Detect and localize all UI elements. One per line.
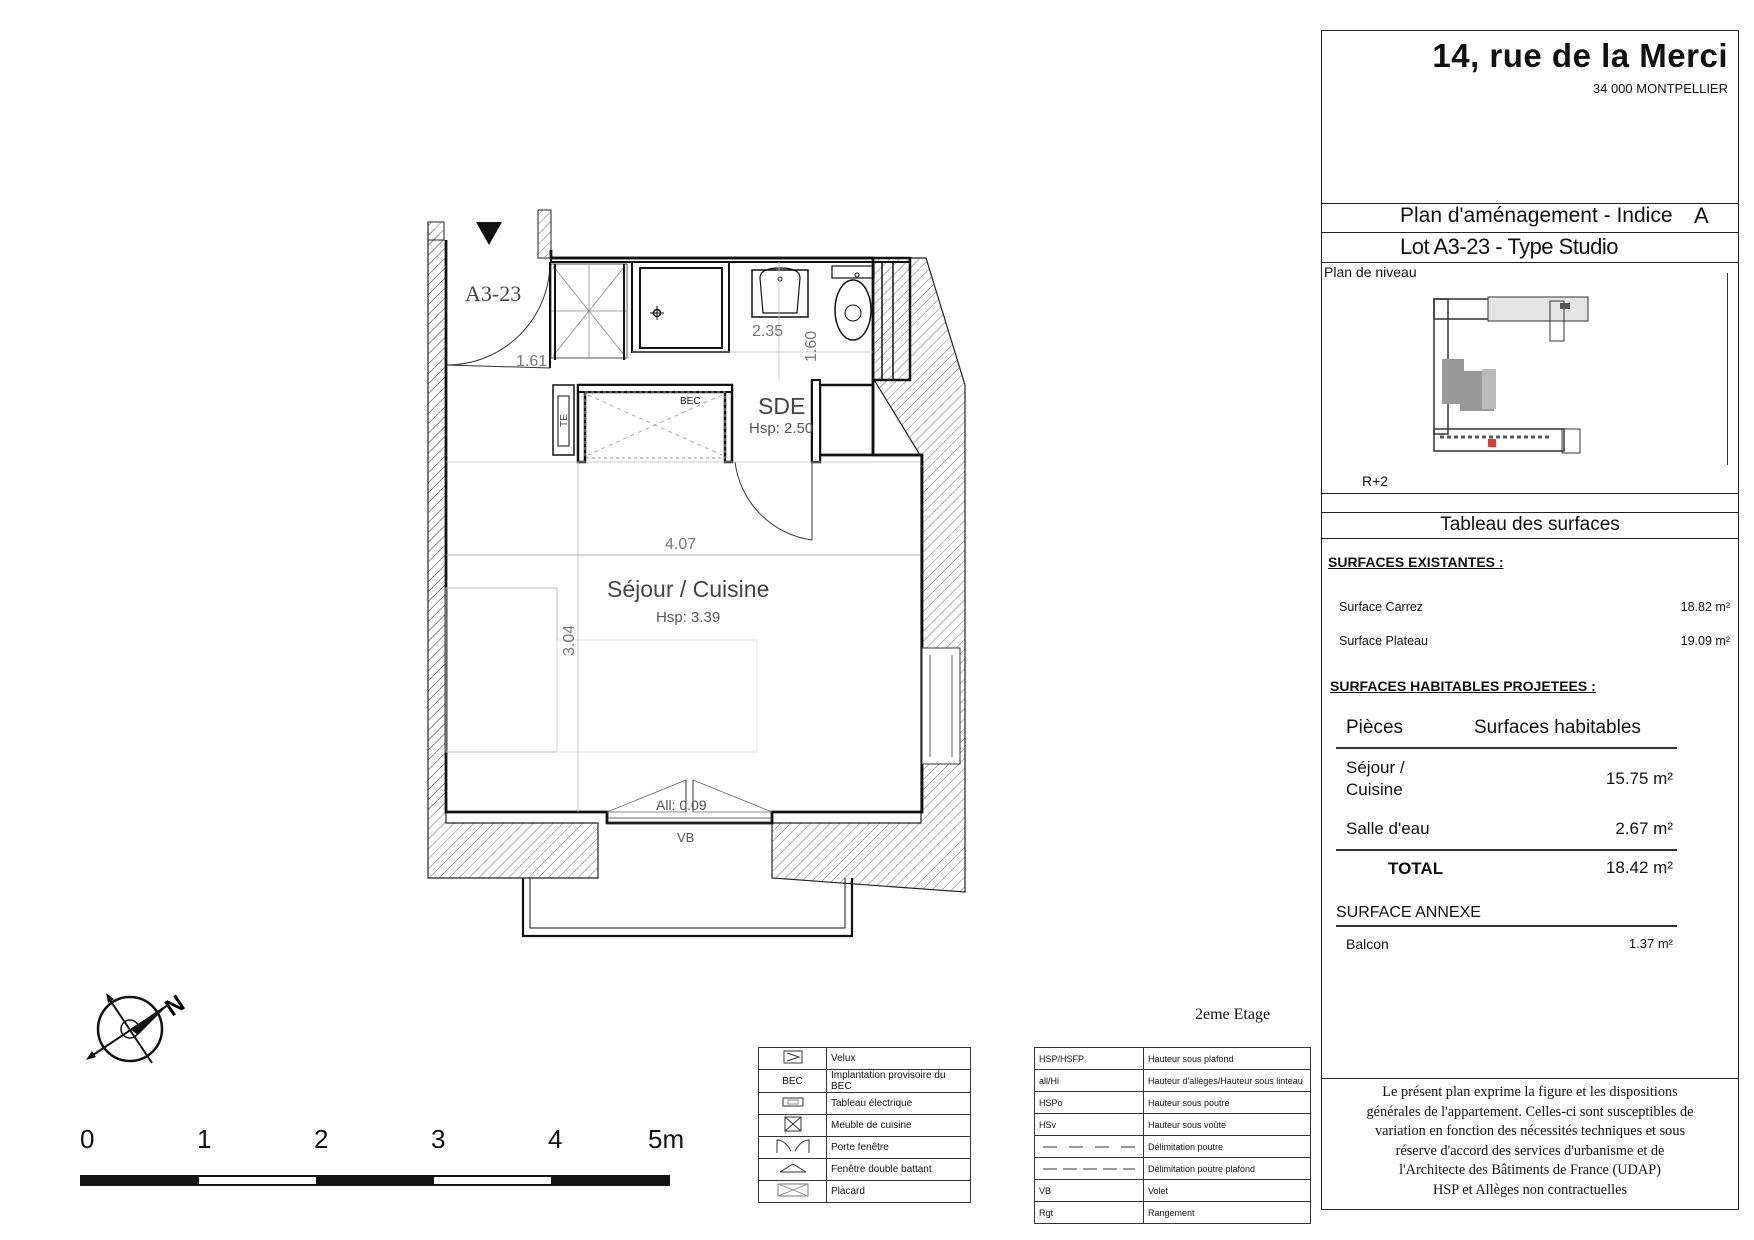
dim-sde-width: 2.35 bbox=[752, 323, 784, 340]
legend-abbr-row bbox=[1035, 1202, 1311, 1224]
scale-label: 2 bbox=[314, 1124, 329, 1154]
floor-plan bbox=[0, 0, 1000, 960]
legend-symbol-label: Tableau électrique bbox=[827, 1093, 971, 1115]
row-sejour-value: 15.75 m² bbox=[1605, 769, 1673, 788]
vb-label: VB bbox=[677, 830, 695, 845]
legend-abbr-row bbox=[1035, 1048, 1311, 1070]
placard-icon bbox=[759, 1181, 827, 1203]
compass-icon bbox=[80, 985, 210, 1085]
legend-abbr bbox=[1035, 1158, 1144, 1180]
north-label: N bbox=[160, 989, 190, 1022]
legend-abbr-label: Volet bbox=[1144, 1180, 1311, 1202]
legend-abbr-row bbox=[1035, 1136, 1311, 1158]
floor-label: 2eme Etage bbox=[1195, 1006, 1271, 1023]
placard-bec bbox=[585, 392, 725, 458]
placard-entry bbox=[551, 264, 627, 360]
legend-symbol-label: Velux bbox=[827, 1048, 971, 1070]
legend-abbr-row bbox=[1035, 1158, 1311, 1180]
legend-symbol-row bbox=[759, 1048, 971, 1070]
scale-label: 5m bbox=[648, 1124, 685, 1154]
dim-sejour-depth: 3.04 bbox=[561, 624, 578, 656]
surfaces-title: Tableau des surfaces bbox=[1440, 514, 1620, 535]
disclaimer-line: Le présent plan exprime la figure et les dispositions bbox=[1382, 1084, 1678, 1100]
scale-label: 1 bbox=[197, 1124, 212, 1154]
disclaimer-line: l'Architecte des Bâtiments de France (UDAP) bbox=[1399, 1162, 1661, 1178]
row-sde-value: 2.67 m² bbox=[1615, 819, 1673, 838]
legend-abbr: HSPo bbox=[1035, 1092, 1144, 1114]
porte-fenetre-icon bbox=[759, 1137, 827, 1159]
dim-sde-depth: 1.60 bbox=[803, 330, 820, 362]
te-label: TE bbox=[559, 414, 570, 427]
exterior-walls bbox=[428, 210, 965, 892]
dim-sejour-width: 4.07 bbox=[665, 536, 697, 553]
legend-symbol-row bbox=[759, 1181, 971, 1203]
dim-entry: 1.61 bbox=[516, 353, 548, 370]
legend-abbr-row bbox=[1035, 1070, 1311, 1092]
bed-outline bbox=[446, 588, 557, 752]
velux-icon bbox=[759, 1048, 827, 1070]
legend-symbol-label: Placard bbox=[827, 1181, 971, 1203]
level-minimap bbox=[1432, 289, 1602, 469]
legend-symbol-row bbox=[759, 1115, 971, 1137]
disclaimer-line: générales de l'appartement. Celles-ci sont susceptibles de bbox=[1366, 1103, 1694, 1120]
plan-title: Plan d'aménagement - Indice bbox=[1400, 204, 1673, 227]
scale-label: 0 bbox=[80, 1124, 95, 1154]
city: 34 000 MONTPELLIER bbox=[1592, 81, 1728, 96]
legend-symbol-row bbox=[759, 1093, 971, 1115]
total-value: 18.42 m² bbox=[1605, 858, 1673, 877]
legend-abbr-row bbox=[1035, 1092, 1311, 1114]
legend-symbol-label: Implantation provisoire du BEC bbox=[827, 1070, 971, 1093]
legend-symbol-label: Porte fenêtre bbox=[827, 1137, 971, 1159]
row-sejour-label-1: Séjour / bbox=[1346, 758, 1405, 777]
legend-abbr: VB bbox=[1035, 1180, 1144, 1202]
total-label: TOTAL bbox=[1388, 859, 1444, 878]
level-label: R+2 bbox=[1362, 473, 1389, 489]
scale-bar bbox=[80, 1124, 685, 1184]
legend-symbol-row bbox=[759, 1159, 971, 1181]
disclaimer bbox=[1322, 1083, 1738, 1200]
row-sejour-label-2: Cuisine bbox=[1346, 780, 1403, 799]
annexe-heading: SURFACE ANNEXE bbox=[1336, 904, 1481, 921]
balcon-value: 1.37 m² bbox=[1628, 936, 1673, 951]
legend-abbr-label: Délimitation poutre plafond bbox=[1144, 1158, 1311, 1180]
meuble-icon bbox=[759, 1115, 827, 1137]
BEC-icon: BEC bbox=[759, 1070, 827, 1093]
fenetre-icon bbox=[759, 1159, 827, 1181]
legend-symbol-label: Fenêtre double battant bbox=[827, 1159, 971, 1181]
legend-abbreviations bbox=[1034, 1047, 1311, 1224]
legend-abbr: HSP/HSFP bbox=[1035, 1048, 1144, 1070]
plateau-label: Surface Plateau bbox=[1339, 634, 1428, 648]
sde-hsp: Hsp: 2.50 bbox=[749, 420, 814, 437]
legend-abbr-label: Délimitation poutre bbox=[1144, 1136, 1311, 1158]
sde-name: SDE bbox=[758, 393, 806, 419]
disclaimer-line: réserve d'accord des services d'urbanisme et de bbox=[1395, 1142, 1665, 1159]
balcony bbox=[523, 878, 852, 936]
lot-title: Lot A3-23 - Type Studio bbox=[1400, 234, 1619, 259]
existantes-heading: SURFACES EXISTANTES : bbox=[1328, 554, 1504, 570]
allege-label: All: 0.09 bbox=[656, 797, 707, 813]
legend-symbol-row bbox=[759, 1070, 971, 1093]
lot-label: A3-23 bbox=[465, 281, 522, 306]
col-surfaces: Surfaces habitables bbox=[1474, 717, 1641, 738]
balcon-label: Balcon bbox=[1346, 936, 1389, 952]
bec-label: BEC bbox=[680, 396, 701, 407]
legend-abbr-label: Hauteur sous poutre bbox=[1144, 1092, 1311, 1114]
legend-abbr: HSv bbox=[1035, 1114, 1144, 1136]
address: 14, rue de la Merci bbox=[1432, 37, 1728, 74]
scale-label: 4 bbox=[548, 1124, 563, 1154]
apartment-outline bbox=[446, 240, 922, 823]
legend-abbr: all/Hi bbox=[1035, 1070, 1144, 1092]
legend-symbol-row bbox=[759, 1137, 971, 1159]
legend-abbr: Rgt bbox=[1035, 1202, 1144, 1224]
title-block bbox=[1321, 30, 1739, 1210]
entry-arrow-icon bbox=[476, 222, 502, 245]
te-icon bbox=[759, 1093, 827, 1115]
sejour-hsp: Hsp: 3.39 bbox=[656, 609, 721, 626]
legend-abbr-label: Hauteur sous plafond bbox=[1144, 1048, 1311, 1070]
carrez-value: 18.82 m² bbox=[1680, 600, 1730, 614]
scale-label: 3 bbox=[431, 1124, 446, 1154]
legend-abbr bbox=[1035, 1136, 1144, 1158]
legend-abbr-label: Hauteur sous voûte bbox=[1144, 1114, 1311, 1136]
sejour-name: Séjour / Cuisine bbox=[607, 576, 770, 602]
row-sde-label: Salle d'eau bbox=[1346, 819, 1430, 838]
col-pieces: Pièces bbox=[1346, 717, 1404, 738]
legend-abbr-row bbox=[1035, 1180, 1311, 1202]
plateau-value: 19.09 m² bbox=[1680, 634, 1730, 648]
legend-abbr-label: Hauteur d'allèges/Hauteur sous linteau bbox=[1144, 1070, 1311, 1092]
carrez-label: Surface Carrez bbox=[1339, 600, 1424, 614]
plan-niveau-label: Plan de niveau bbox=[1324, 264, 1417, 280]
legend-abbr-label: Rangement bbox=[1144, 1202, 1311, 1224]
disclaimer-line: variation en fonction des nécessités techniques et sous bbox=[1374, 1123, 1686, 1139]
legend-symbol-label: Meuble de cuisine bbox=[827, 1115, 971, 1137]
legend-symbols bbox=[758, 1047, 971, 1203]
legend-abbr-row bbox=[1035, 1114, 1311, 1136]
disclaimer-line: HSP et Allèges non contractuelles bbox=[1432, 1181, 1628, 1198]
habitables-heading: SURFACES HABITABLES PROJETEES : bbox=[1330, 678, 1596, 694]
indice: A bbox=[1694, 203, 1709, 228]
